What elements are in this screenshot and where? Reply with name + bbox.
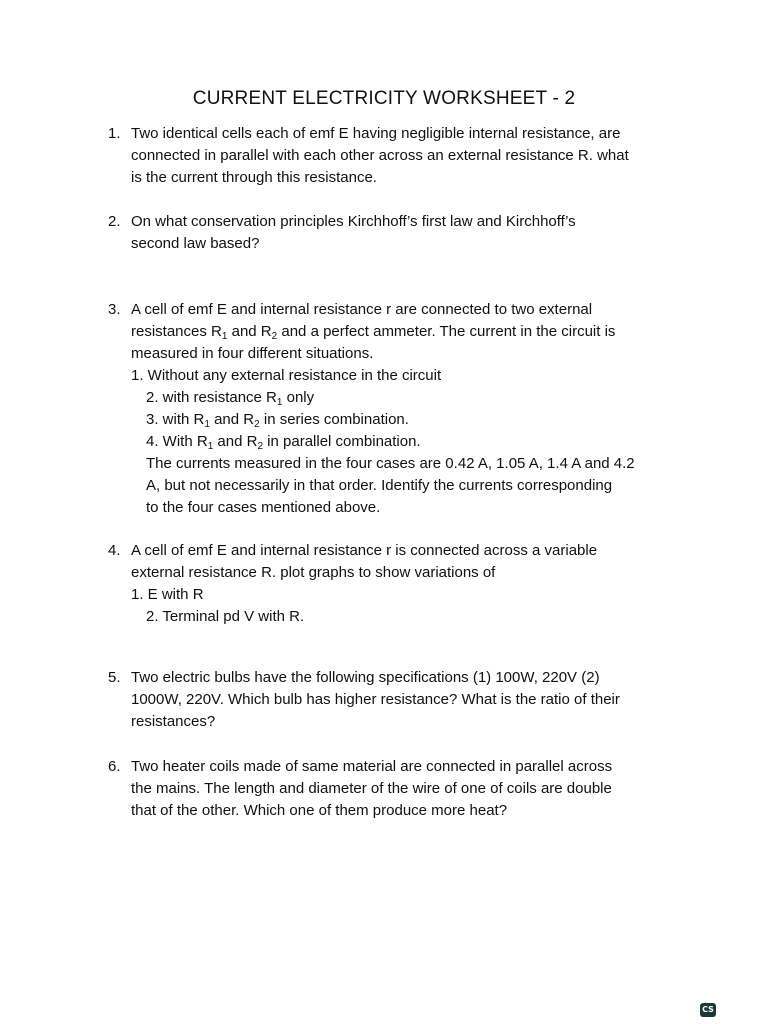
text-fragment: and R bbox=[227, 323, 272, 340]
text-fragment: 3. with R bbox=[146, 411, 205, 428]
question-number: 4. bbox=[108, 542, 121, 559]
text-fragment: in parallel combination. bbox=[263, 433, 421, 450]
text-line: the mains. The length and diameter of the wire of one of coils are double bbox=[131, 780, 612, 797]
text-fragment: 4. With R bbox=[146, 433, 208, 450]
sub-item-2: 2. Terminal pd V with R. bbox=[146, 608, 305, 625]
question-text bbox=[131, 123, 688, 189]
text-line: The currents measured in the four cases are 0.42 A, 1.05 A, 1.4 A and 4.2 bbox=[146, 455, 635, 472]
text-line: A cell of emf E and internal resistance r is connected across a variable bbox=[131, 542, 598, 559]
sub-item-1: 1. Without any external resistance in the circuit bbox=[131, 367, 442, 384]
question-text bbox=[131, 299, 688, 519]
text-fragment: only bbox=[282, 389, 315, 406]
sub-item-4 bbox=[131, 431, 688, 453]
sub-item-3 bbox=[131, 409, 688, 431]
text-line: is the current through this resistance. bbox=[131, 169, 377, 186]
text-line: A, but not necessarily in that order. Identify the currents corresponding bbox=[146, 477, 613, 494]
subscript: 1 bbox=[204, 419, 210, 430]
question-number: 3. bbox=[108, 301, 121, 318]
subscript: 1 bbox=[221, 331, 228, 342]
question-number: 2. bbox=[108, 213, 121, 230]
text-fragment: and R bbox=[213, 433, 258, 450]
text-line: to the four cases mentioned above. bbox=[146, 499, 381, 516]
question-2 bbox=[108, 211, 688, 255]
subscript: 2 bbox=[257, 441, 264, 452]
subscript: 1 bbox=[276, 397, 283, 408]
question-text bbox=[131, 667, 688, 733]
question-number: 5. bbox=[108, 669, 121, 686]
question-5 bbox=[108, 667, 688, 733]
question-6 bbox=[108, 756, 688, 822]
question-text bbox=[131, 540, 688, 628]
question-text bbox=[131, 211, 688, 255]
text-fragment: resistances R bbox=[131, 323, 222, 340]
worksheet-title: CURRENT ELECTRICITY WORKSHEET - 2 bbox=[192, 88, 576, 109]
text-line: second law based? bbox=[131, 235, 260, 252]
text-line: Two heater coils made of same material are connected in parallel across bbox=[131, 758, 613, 775]
text-line: Two identical cells each of emf E having negligible internal resistance, are bbox=[131, 125, 621, 142]
text-line: Two electric bulbs have the following specifications (1) 100W, 220V (2) bbox=[131, 669, 600, 686]
text-line: 1000W, 220V. Which bulb has higher resistance? What is the ratio of their bbox=[131, 691, 620, 708]
text-line: A cell of emf E and internal resistance r are connected to two external bbox=[131, 301, 593, 318]
question-4 bbox=[108, 540, 688, 628]
text-fragment: 2. with resistance R bbox=[146, 389, 277, 406]
question-number: 1. bbox=[108, 125, 121, 142]
text-line: On what conservation principles Kirchhoff’s first law and Kirchhoff’s bbox=[131, 213, 576, 230]
subscript: 2 bbox=[254, 419, 260, 430]
text-line: connected in parallel with each other across an external resistance R. what bbox=[131, 147, 629, 164]
text-fragment: and a perfect ammeter. The current in the circuit is bbox=[277, 323, 616, 340]
text-line: external resistance R. plot graphs to show variations of bbox=[131, 564, 496, 581]
question-3 bbox=[108, 299, 688, 519]
text-fragment: and R bbox=[209, 411, 255, 428]
text-line: measured in four different situations. bbox=[131, 345, 374, 362]
text-line: that of the other. Which one of them produce more heat? bbox=[131, 802, 508, 819]
subscript: 1 bbox=[207, 441, 214, 452]
text-line bbox=[131, 321, 688, 343]
sub-item-1: 1. E with R bbox=[131, 586, 204, 603]
camscanner-logo-icon: CS bbox=[700, 1003, 716, 1017]
question-1 bbox=[108, 123, 688, 189]
question-number: 6. bbox=[108, 758, 121, 775]
text-line: resistances? bbox=[131, 713, 216, 730]
text-fragment: in series combination. bbox=[259, 411, 409, 428]
sub-item-2 bbox=[131, 387, 688, 409]
subscript: 2 bbox=[271, 331, 278, 342]
question-text bbox=[131, 756, 688, 822]
